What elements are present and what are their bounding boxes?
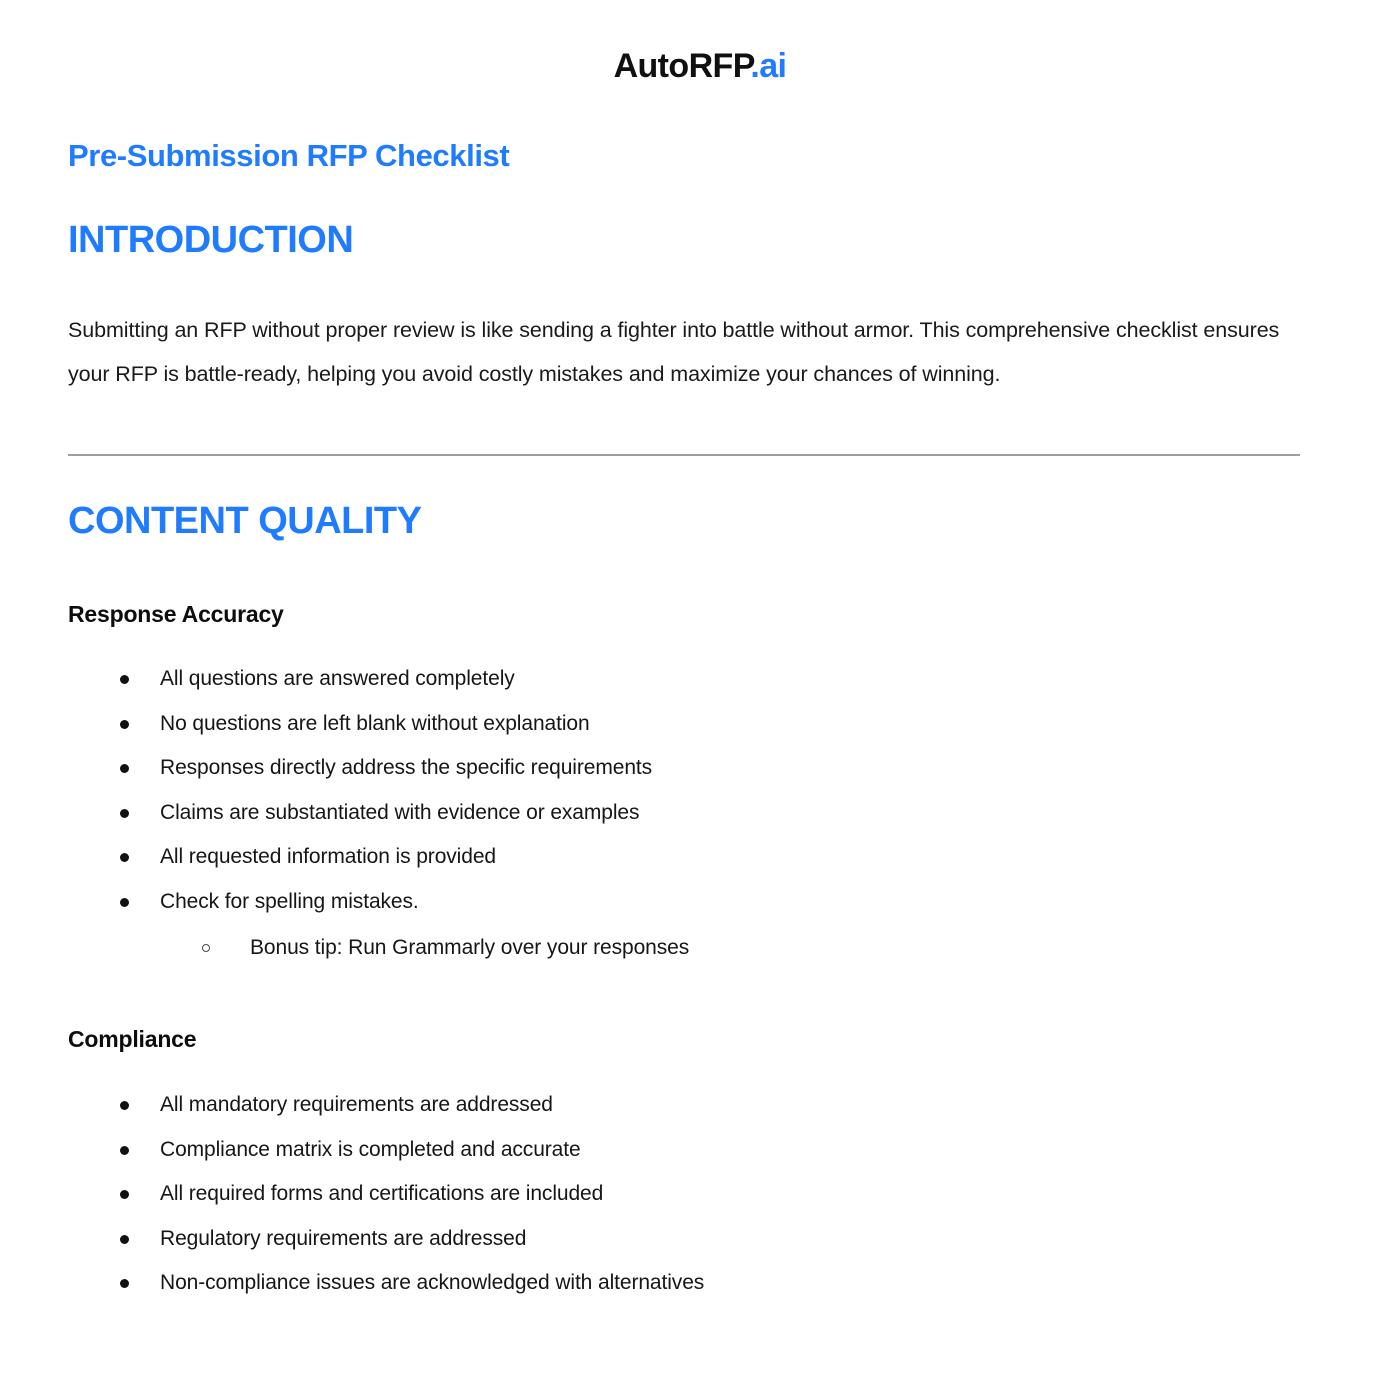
- list-item-label: All required forms and certifications are included: [160, 1182, 604, 1206]
- page-title: Pre-Submission RFP Checklist: [68, 138, 510, 174]
- list-item-label: Check for spelling mistakes.: [160, 889, 419, 913]
- list-item-label: All questions are answered completely: [160, 667, 515, 691]
- list-item-label: Responses directly address the specific requirements: [160, 756, 653, 780]
- list-item-label: All requested information is provided: [160, 845, 496, 869]
- subsection-heading-compliance: Compliance: [68, 1026, 197, 1053]
- list-item[interactable]: [68, 1083, 1304, 1128]
- list-item-label: Regulatory requirements are addressed: [160, 1226, 527, 1250]
- logo-name-suffix: .ai: [750, 47, 787, 85]
- list-item-label: Bonus tip: Run Grammarly over your responses: [250, 936, 690, 960]
- bullet-dot-icon: [120, 720, 129, 729]
- bullet-dot-icon: [120, 1279, 129, 1288]
- list-item[interactable]: [68, 1172, 1304, 1217]
- bullet-ring-icon: [202, 944, 210, 952]
- section-divider-wrapper: [68, 396, 1304, 456]
- list-item[interactable]: [68, 791, 1304, 836]
- list-item-label: No questions are left blank without explanation: [160, 711, 590, 735]
- logo-name-main: AutoRFP: [613, 47, 751, 85]
- list-item[interactable]: [68, 880, 1304, 972]
- list-item-label: Claims are substantiated with evidence or examples: [160, 800, 640, 824]
- list-item[interactable]: [160, 925, 1304, 971]
- bullet-dot-icon: [120, 764, 129, 773]
- list-item[interactable]: [68, 657, 1304, 702]
- section-heading-content-quality: CONTENT QUALITY: [68, 500, 422, 543]
- list-item-label: Non-compliance issues are acknowledged with alternatives: [160, 1271, 705, 1295]
- list-item[interactable]: [68, 1128, 1304, 1173]
- bullet-dot-icon: [120, 898, 129, 907]
- list-item-label: Compliance matrix is completed and accurate: [160, 1137, 581, 1161]
- list-item[interactable]: [68, 835, 1304, 880]
- bullet-dot-icon: [120, 1101, 129, 1110]
- introduction-paragraph: Submitting an RFP without proper review is like sending a fighter into battle without armor. This comprehensive checklist ensures your RFP is battle-ready, helping you avoid costly mistakes and maximize your chances of winning.: [68, 318, 1280, 387]
- bullet-dot-icon: [120, 809, 129, 818]
- autorfp-logo: [614, 48, 787, 85]
- subsection-heading-response-accuracy: Response Accuracy: [68, 600, 284, 627]
- brand-header: [0, 0, 1400, 91]
- checklist-compliance: [68, 1055, 1304, 1306]
- bullet-dot-icon: [120, 853, 129, 862]
- bullet-dot-icon: [120, 1146, 129, 1155]
- bottom-spacer: [68, 1306, 1304, 1324]
- list-item[interactable]: [68, 702, 1304, 747]
- list-item[interactable]: [68, 1261, 1304, 1306]
- list-item-label: All mandatory requirements are addressed: [160, 1093, 553, 1117]
- bullet-dot-icon: [120, 675, 129, 684]
- sublist-spelling-tips: [160, 924, 1304, 971]
- checklist-response-accuracy: [68, 629, 1304, 971]
- bullet-dot-icon: [120, 1235, 129, 1244]
- document-content: [0, 91, 1400, 1323]
- section-heading-introduction: INTRODUCTION: [68, 218, 354, 261]
- list-item[interactable]: [68, 746, 1304, 791]
- list-item[interactable]: [68, 1217, 1304, 1262]
- bullet-dot-icon: [120, 1190, 129, 1199]
